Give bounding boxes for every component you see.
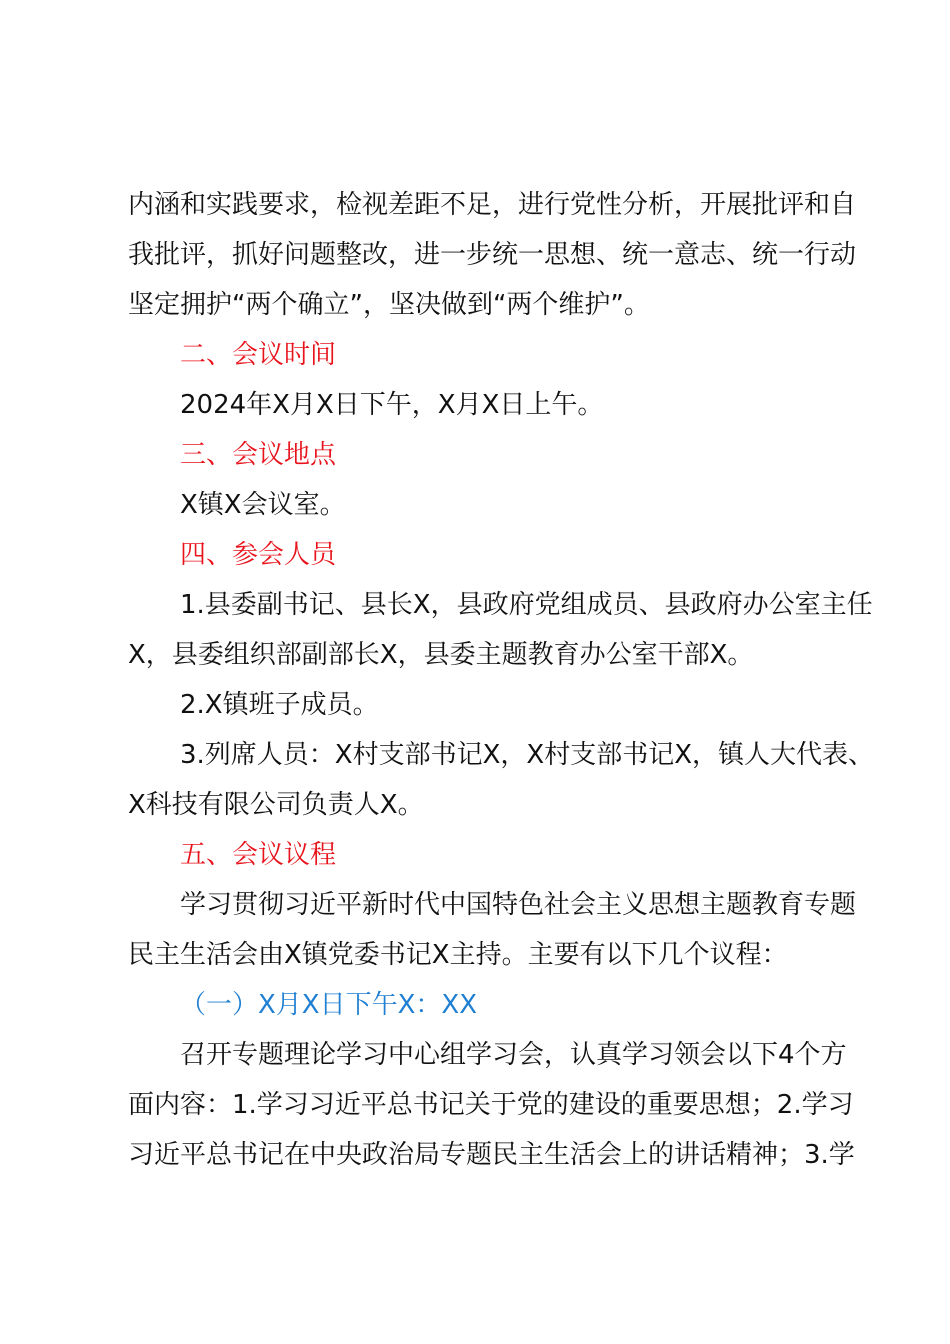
document-page xyxy=(128,180,875,1180)
body-line: 内涵和实践要求，检视差距不足，进行党性分析，开展批评和自 xyxy=(128,190,857,220)
section-heading-agenda: 五、会议议程 xyxy=(180,840,337,870)
subsection-heading-session-1: （一）X月X日下午X：XX xyxy=(180,990,478,1020)
attendees-item-3-line: 3.列席人员：X村支部书记X，X村支部书记X，镇人大代表、 xyxy=(180,740,875,770)
session-1-line: 面内容：1.学习习近平总书记关于党的建设的重要思想；2.学习 xyxy=(128,1090,854,1120)
agenda-intro-line: 民主生活会由X镇党委书记X主持。主要有以下几个议程： xyxy=(128,940,788,970)
attendees-item-2-line: 2.X镇班子成员。 xyxy=(180,690,379,720)
session-1-line: 召开专题理论学习中心组学习会，认真学习领会以下4个方 xyxy=(180,1040,847,1070)
agenda-intro-line: 学习贯彻习近平新时代中国特色社会主义思想主题教育专题 xyxy=(180,890,857,920)
body-line: 我批评，抓好问题整改，进一步统一思想、统一意志、统一行动 xyxy=(128,240,857,270)
attendees-item-1-line: 1.县委副书记、县长X，县政府党组成员、县政府办公室主任 xyxy=(180,590,873,620)
session-1-line: 习近平总书记在中央政治局专题民主生活会上的讲话精神；3.学 xyxy=(128,1140,855,1170)
meeting-location-text: X镇X会议室。 xyxy=(180,490,346,520)
section-heading-meeting-location: 三、会议地点 xyxy=(180,440,337,470)
section-heading-meeting-time: 二、会议时间 xyxy=(180,340,337,370)
section-heading-attendees: 四、参会人员 xyxy=(180,540,337,570)
attendees-item-1-line: X，县委组织部副部长X，县委主题教育办公室干部X。 xyxy=(128,640,754,670)
meeting-time-text: 2024年X月X日下午，X月X日上午。 xyxy=(180,390,604,420)
attendees-item-3-line: X科技有限公司负责人X。 xyxy=(128,790,424,820)
body-line: 坚定拥护“两个确立”，坚决做到“两个维护”。 xyxy=(128,290,650,320)
